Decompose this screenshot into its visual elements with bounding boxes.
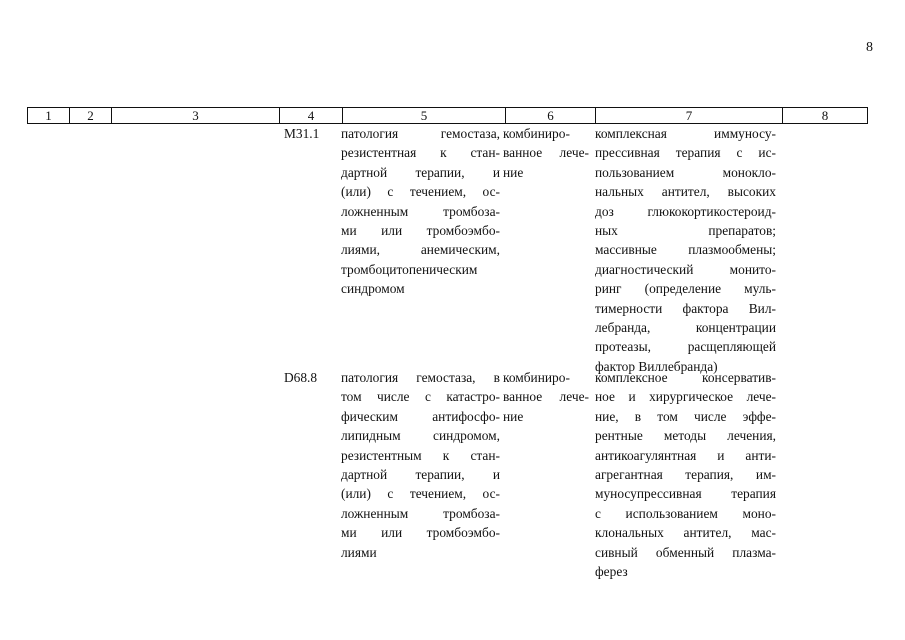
- row-2-diagnosis: [341, 368, 500, 562]
- text-line: рентные методы лечения,: [595, 428, 776, 444]
- text-line: лиями, анемическим,: [341, 242, 500, 258]
- text-line: (или) с течением, ос-: [341, 184, 500, 200]
- text-line: муносупрессивная терапия: [595, 486, 776, 502]
- text-line: ферез: [595, 564, 628, 580]
- text-line: сивный обменный плазма-: [595, 544, 776, 560]
- text-line: ложненным тромбоза-: [341, 203, 500, 219]
- text-line: ванное лече-: [503, 389, 589, 405]
- text-line: диагностический монито-: [595, 261, 776, 277]
- text-line: (или) с течением, ос-: [341, 486, 500, 502]
- text-line: комплексная иммуносу-: [595, 126, 776, 141]
- text-line: том числе с катастро-: [341, 389, 500, 405]
- header-col-7: 7: [595, 108, 782, 123]
- text-line: тромбоцитопеническим: [341, 261, 478, 277]
- text-line: лиями: [341, 544, 377, 560]
- text-line: синдромом: [341, 281, 405, 297]
- row-1-treatment-type: [503, 124, 589, 182]
- row-2-treatment-type: [503, 368, 589, 426]
- header-col-1: 1: [45, 108, 52, 123]
- text-line: протеазы, расщепляющей: [595, 339, 776, 355]
- text-line: нальных антител, высоких: [595, 184, 776, 200]
- text-line: комбиниро-: [503, 370, 570, 385]
- header-col-2: 2: [69, 108, 111, 123]
- page-number: 8: [866, 40, 873, 55]
- header-col-8: 8: [782, 108, 867, 123]
- row-1-diagnosis: [341, 124, 500, 299]
- text-line: ние: [503, 408, 524, 424]
- text-line: комплексное консерватив-: [595, 370, 776, 385]
- header-col-4: 4: [279, 108, 342, 123]
- text-line: клональных антител, мас-: [595, 525, 776, 541]
- row-2-method: [595, 368, 776, 581]
- text-line: лебранда, концентрации: [595, 320, 776, 336]
- text-line: агрегантная терапия, им-: [595, 467, 776, 483]
- header-col-3: 3: [111, 108, 279, 123]
- text-line: ние, в том числе эффе-: [595, 408, 776, 424]
- row-1-method: [595, 124, 776, 376]
- text-line: ложненным тромбоза-: [341, 505, 500, 521]
- text-line: тимерности фактора Вил-: [595, 300, 776, 316]
- text-line: ных препаратов;: [595, 223, 776, 239]
- text-line: ванное лече-: [503, 145, 589, 161]
- text-line: с использованием моно-: [595, 505, 776, 521]
- header-col-5: 5: [342, 108, 505, 123]
- text-line: доз глюкокортикостероид-: [595, 203, 776, 219]
- text-line: пользованием монокло-: [595, 164, 776, 180]
- row-2-code: D68.8: [284, 370, 318, 385]
- table-header-row: [27, 107, 868, 124]
- text-line: резистентная к стан-: [341, 145, 500, 161]
- text-line: прессивная терапия с ис-: [595, 145, 776, 161]
- text-line: антикоагулянтная и анти-: [595, 447, 776, 463]
- text-line: патология гемостаза,: [341, 126, 500, 141]
- text-line: патология гемостаза, в: [341, 370, 500, 385]
- text-line: дартной терапии, и: [341, 467, 500, 483]
- text-line: массивные плазмообмены;: [595, 242, 776, 258]
- text-line: фическим антифосфо-: [341, 408, 500, 424]
- text-line: липидным синдромом,: [341, 428, 500, 444]
- text-line: комбиниро-: [503, 126, 570, 141]
- row-1-code: M31.1: [284, 126, 320, 141]
- text-line: ми или тромбоэмбо-: [341, 525, 500, 541]
- text-line: резистентным к стан-: [341, 447, 500, 463]
- text-line: ми или тромбоэмбо-: [341, 223, 500, 239]
- text-line: ринг (определение муль-: [595, 281, 776, 297]
- header-col-6: 6: [505, 108, 595, 123]
- text-line: дартной терапии, и: [341, 164, 500, 180]
- text-line: фактор Виллебранда): [595, 358, 718, 374]
- text-line: ное и хирургическое лече-: [595, 389, 776, 405]
- text-line: ние: [503, 164, 524, 180]
